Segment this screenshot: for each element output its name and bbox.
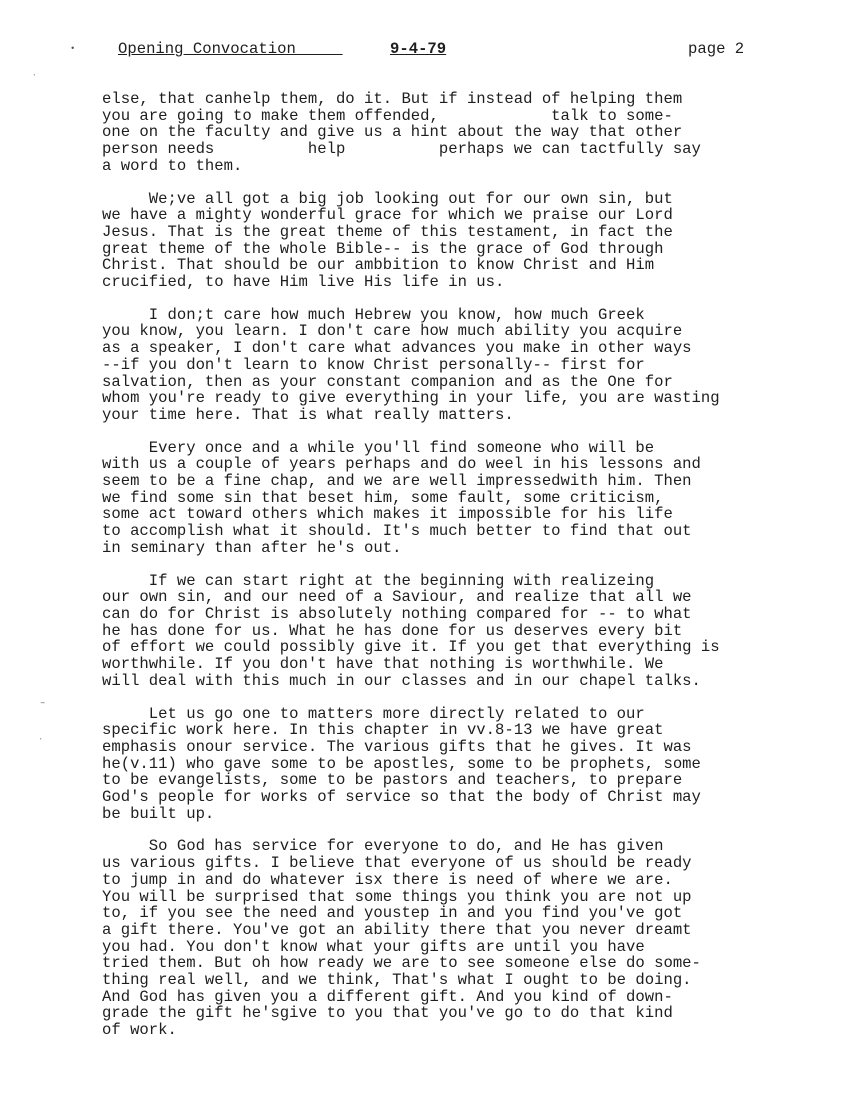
text-line: thing real well, and we think, That's what I ought to be doing.: [102, 971, 692, 990]
text-line: we have a mighty wonderful grace for which we praise our Lord: [102, 206, 673, 225]
text-line: great theme of the whole Bible-- is the grace of God through: [102, 239, 664, 258]
text-line: God's people for works of service so that the body of Christ may: [102, 788, 701, 807]
text-line: you are going to make them offended, talk to some-: [102, 106, 673, 125]
margin-mark-small: ˋ: [32, 74, 38, 84]
paragraph-1: [102, 91, 822, 175]
text-line: worthwhile. If you don't have that nothing is worthwhile. We: [102, 655, 664, 674]
text-line: Christ. That should be our ambbition to know Christ and Him: [102, 256, 655, 275]
text-line: with us a couple of years perhaps and do weel in his lessons and: [102, 455, 701, 474]
text-line: to accomplish what it should. It's much better to find that out: [102, 522, 692, 541]
text-line: a gift there. You've got an ability there that you never dreamt: [102, 920, 692, 939]
text-line: So God has service for everyone to do, and He has given: [102, 837, 664, 856]
text-line: emphasis onour service. The various gifts that he gives. It was: [102, 737, 692, 756]
text-line: grade the gift he'sgive to you that you've go to do that kind: [102, 1004, 673, 1023]
text-line: If we can start right at the beginning with realizeing: [102, 571, 655, 590]
text-line: to be evangelists, some to be pastors and teachers, to prepare: [102, 771, 683, 790]
text-line: we find some sin that beset him, some fault, some criticism,: [102, 488, 664, 507]
text-line: crucified, to have Him live His life in us.: [102, 273, 505, 292]
text-line: be built up.: [102, 804, 215, 823]
text-line: he(v.11) who gave some to be apostles, some to be prophets, some: [102, 754, 701, 773]
header-date: 9-4-79: [390, 40, 447, 58]
text-line: of work.: [102, 1021, 177, 1040]
text-line: salvation, then as your constant companion and as the One for: [102, 372, 673, 391]
margin-mark-dash: –: [40, 698, 46, 708]
text-line: one on the faculty and give us a hint about the way that other: [102, 123, 683, 142]
text-line: will deal with this much in our classes and in our chapel talks.: [102, 671, 701, 690]
text-line: else, that canhelp them, do it. But if instead of helping them: [102, 90, 683, 108]
text-line: us various gifts. I believe that everyone of us should be ready: [102, 854, 692, 873]
paragraph-3: [102, 307, 822, 424]
text-line: can do for Christ is absolutely nothing compared for -- to what: [102, 604, 692, 623]
text-line: specific work here. In this chapter in vv.8-13 we have great: [102, 721, 664, 740]
text-line: I don;t care how much Hebrew you know, how much Greek: [102, 305, 645, 324]
text-line: our own sin, and our need of a Saviour, and realize that all we: [102, 588, 692, 607]
text-line: as a speaker, I don't care what advances you make in other ways: [102, 339, 692, 358]
text-line: Every once and a while you'll find someone who will be: [102, 438, 655, 457]
text-line: in seminary than after he's out.: [102, 538, 402, 557]
text-line: to jump in and do whatever isx there is need of where we are.: [102, 870, 673, 889]
text-line: Jesus. That is the great theme of this testament, in fact the: [102, 222, 673, 241]
text-line: of effort we could possibly give it. If you get that everything is: [102, 638, 720, 657]
text-line: tried them. But oh how ready we are to see someone else do some-: [102, 954, 701, 973]
paragraph-5: [102, 573, 822, 690]
text-line: whom you're ready to give everything in your life, you are wasting: [102, 389, 720, 408]
paragraph-4: [102, 440, 822, 557]
text-line: he has done for us. What he has done for us deserves every bit: [102, 621, 683, 640]
text-line: Let us go one to matters more directly related to our: [102, 704, 645, 723]
paragraph-2: [102, 191, 822, 291]
paragraph-7: [102, 838, 822, 1038]
header-page-number: page 2: [688, 40, 745, 58]
paragraph-6: [102, 706, 822, 823]
text-line: you had. You don't know what your gifts are until you have: [102, 937, 645, 956]
page-header: [0, 40, 851, 60]
text-line: We;ve all got a big job looking out for our own sin, but: [102, 189, 673, 208]
text-line: you know, you learn. I don't care how much ability you acquire: [102, 322, 683, 341]
text-line: --if you don't learn to know Christ personally-- first for: [102, 355, 645, 374]
text-line: your time here. That is what really matters.: [102, 405, 514, 424]
text-line: person needs help perhaps we can tactfully say: [102, 140, 701, 159]
text-line: You will be surprised that some things you think you are not up: [102, 887, 692, 906]
header-title: Opening Convocation: [118, 40, 343, 58]
text-line: And God has given you a different gift. And you kind of down-: [102, 987, 673, 1006]
document-body: [102, 91, 822, 1055]
margin-mark-lower: ˊ: [38, 738, 44, 748]
text-line: a word to them.: [102, 156, 243, 175]
text-line: to, if you see the need and youstep in and you find you've got: [102, 904, 683, 923]
text-line: seem to be a fine chap, and we are well impressedwith him. Then: [102, 472, 692, 491]
margin-mark-top: •: [70, 44, 76, 54]
text-line: some act toward others which makes it impossible for his life: [102, 505, 673, 524]
